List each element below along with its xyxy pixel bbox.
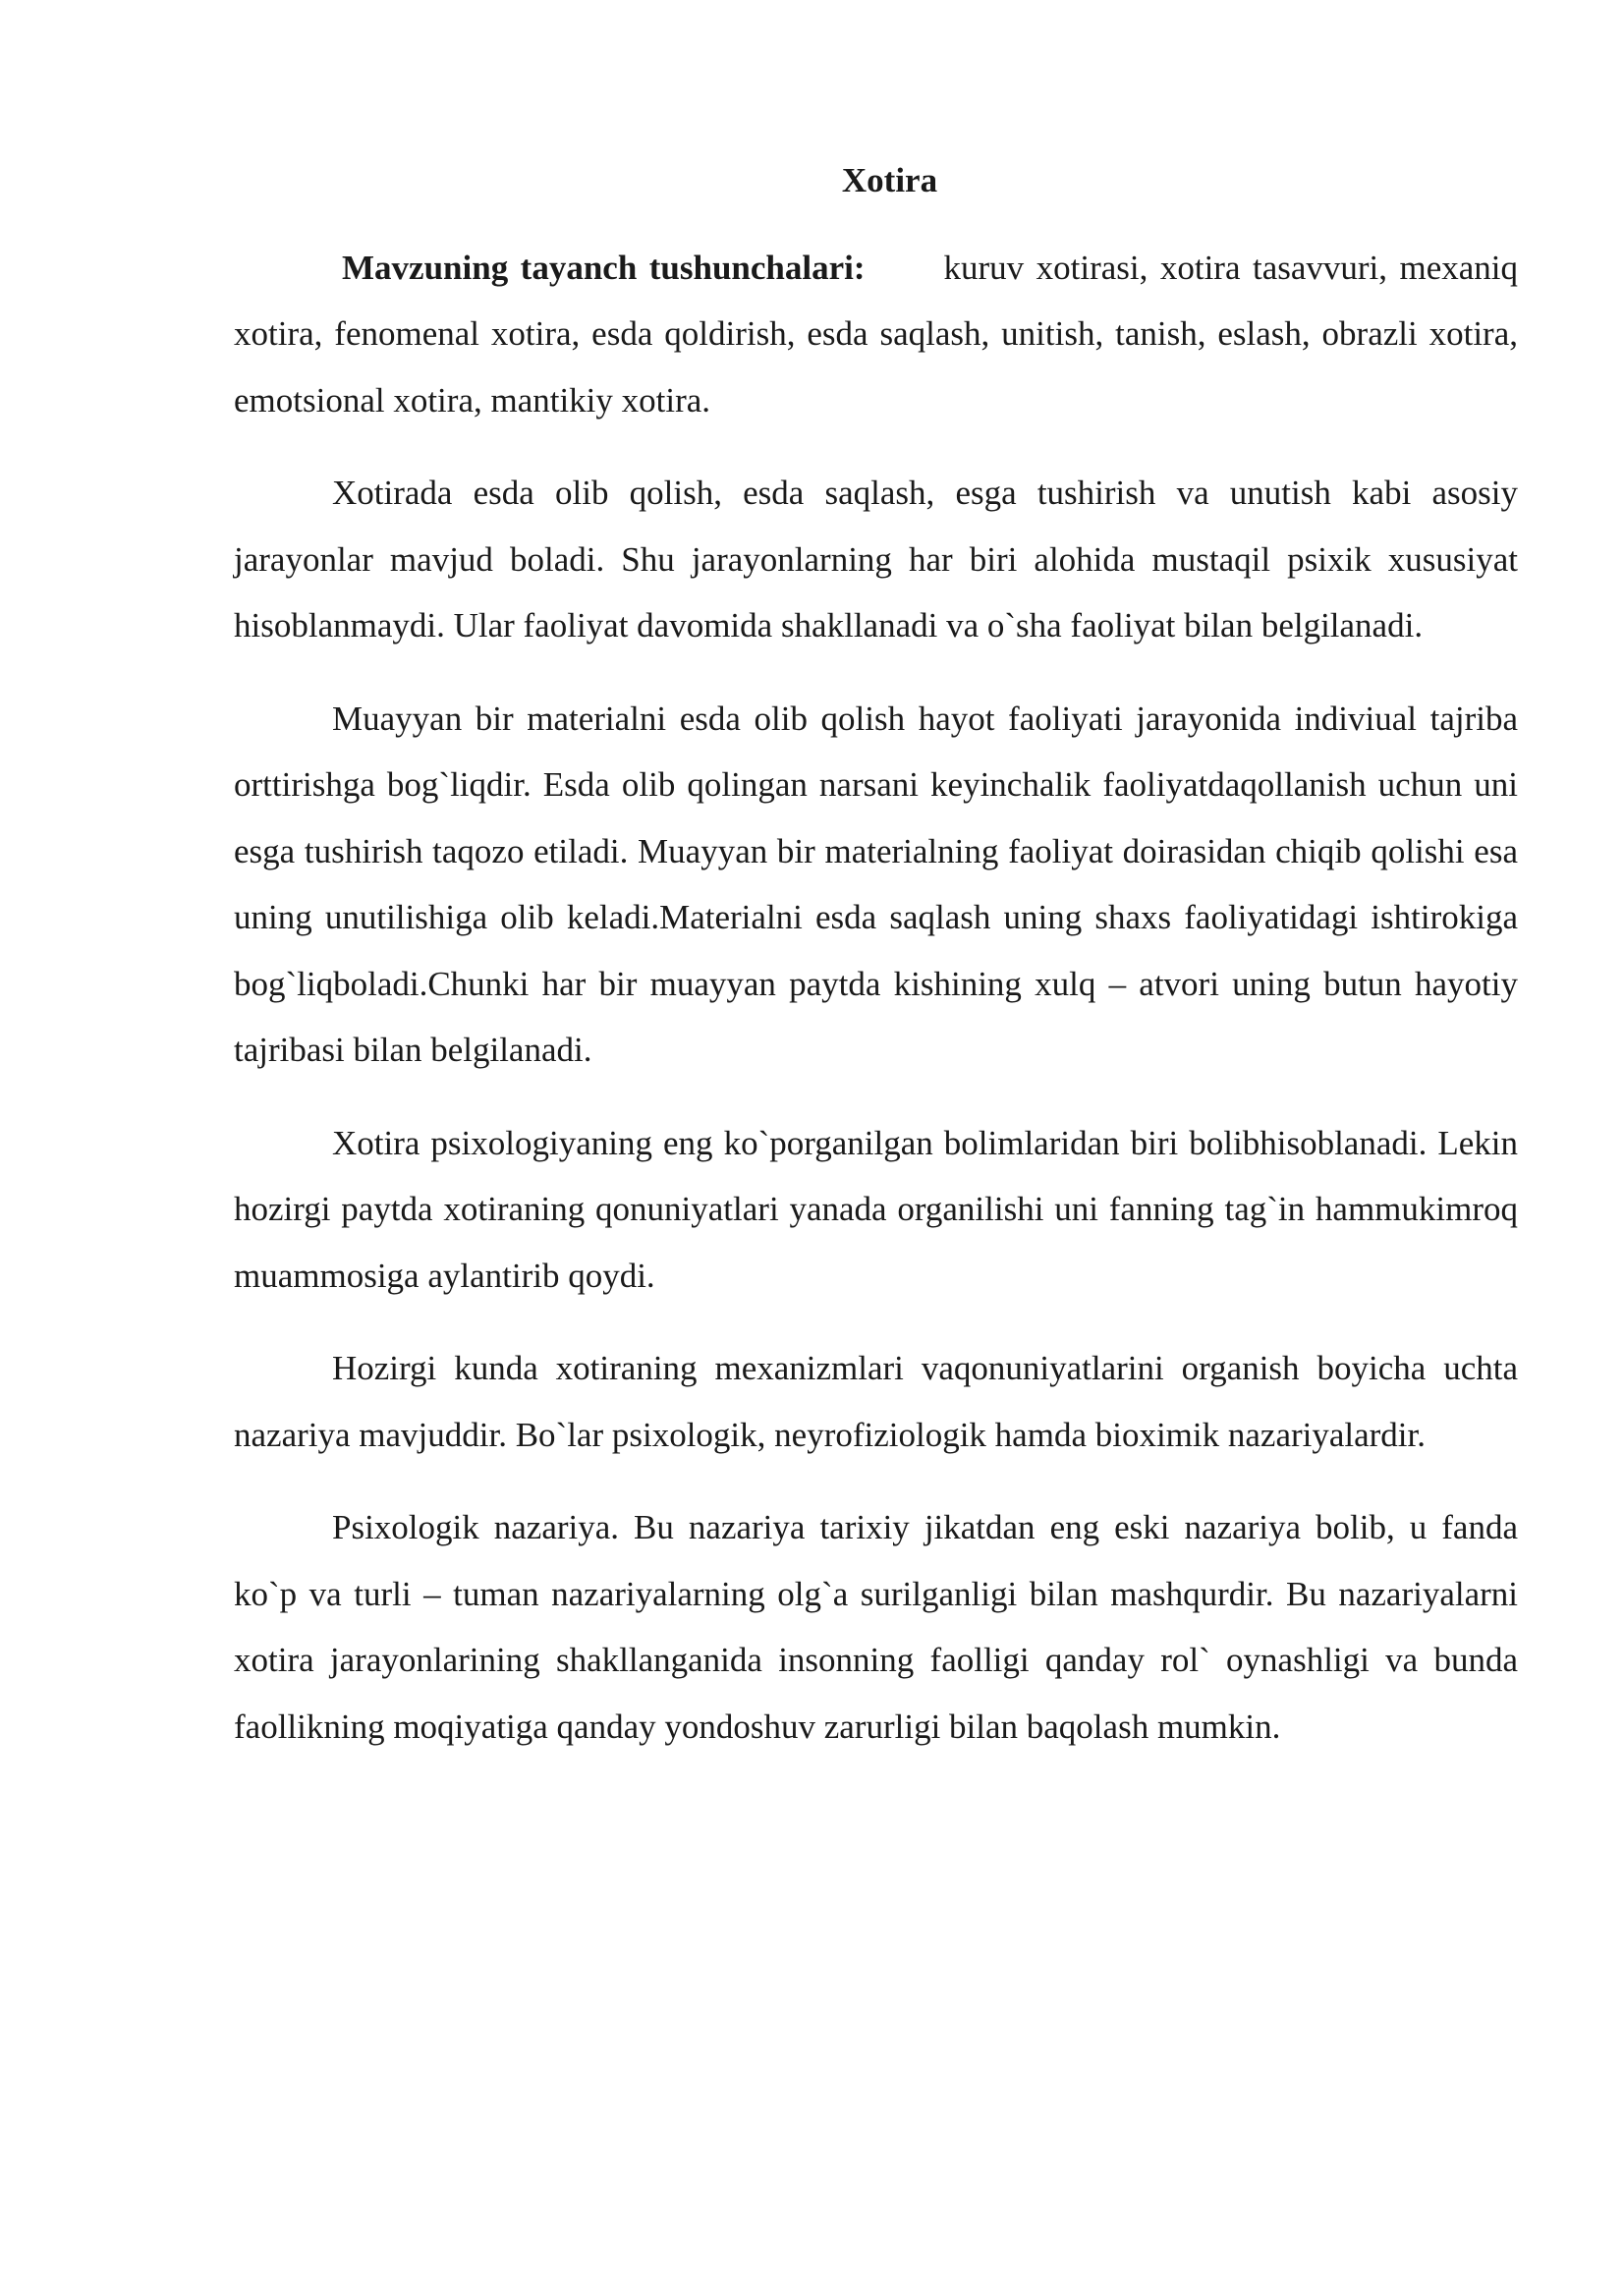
paragraph-memory-psychology: Xotira psixologiyaning eng ko`porganilgan bolimlaridan biri bolibhisoblanadi. Lekin hozirgi paytda xotiraning qonuniyatlari yanada organilishi uni fanning tag`in hammukimroq muammosiga aylantirib qoydi. [234, 1123, 1518, 1295]
paragraph-three-theories: Hozirgi kunda xotiraning mexanizmlari vaqonuniyatlarini organish boyicha uchta nazariya mavjuddir. Bo`lar psixologik, neyrofiziologik hamda bioximik nazariyalardir. [234, 1349, 1518, 1454]
document-body [234, 147, 1518, 1786]
paragraph-memory-processes: Xotirada esda olib qolish, esda saqlash, esga tushirish va unutish kabi asosiy jarayonlar mavjud boladi. Shu jarayonlarning har biri alohida mustaqil psixik xususiyat hisoblanmaydi. Ular faoliyat davomida shakllanadi va o`sha faoliyat bilan belgilanadi. [234, 474, 1518, 644]
paragraph-psychological-theory: Psixologik nazariya. Bu nazariya tarixiy jikatdan eng eski nazariya bolib, u fanda ko`p va turli – tuman nazariyalarning olg`a surilganligi bilan mashqurdir. Bu nazariyalarni xotira jarayonlarining shakllanganida insonning faolligi qanday rol` oynashligi va bunda faollikning moqiyatiga qanday yondoshuv zarurligi bilan baqolash mumkin. [234, 1508, 1518, 1746]
paragraph-material-retention: Muayyan bir materialni esda olib qolish hayot faoliyati jarayonida indiviual tajriba orttirishga bog`liqdir. Esda olib qolingan narsani keyinchalik faoliyatdaqollanish uchun uni esga tushirish taqozo etiladi. Muayyan bir materialning faoliyat doirasidan chiqib qolishi esa uning unutilishiga olib keladi.Materialni esda saqlash uning shaxs faoliyatidagi ishtirokiga bog`liqboladi.Chunki har bir muayyan paytda kishining xulq – atvori uning butun hayotiy tajribasi bilan belgilanadi. [234, 699, 1518, 1069]
page-title: Xotira [841, 161, 938, 199]
key-concepts-label: Mavzuning tayanch tushunchalari: [342, 248, 866, 287]
key-concepts-text: kuruv xotirasi, xotira tasavvuri, mexaniq xotira, fenomenal xotira, esda qoldirish, esda saqlash, unitish, tanish, eslash, obrazli xotira, emotsional xotira, mantikiy xotira. [234, 248, 1518, 420]
key-concepts-paragraph [234, 235, 1518, 434]
